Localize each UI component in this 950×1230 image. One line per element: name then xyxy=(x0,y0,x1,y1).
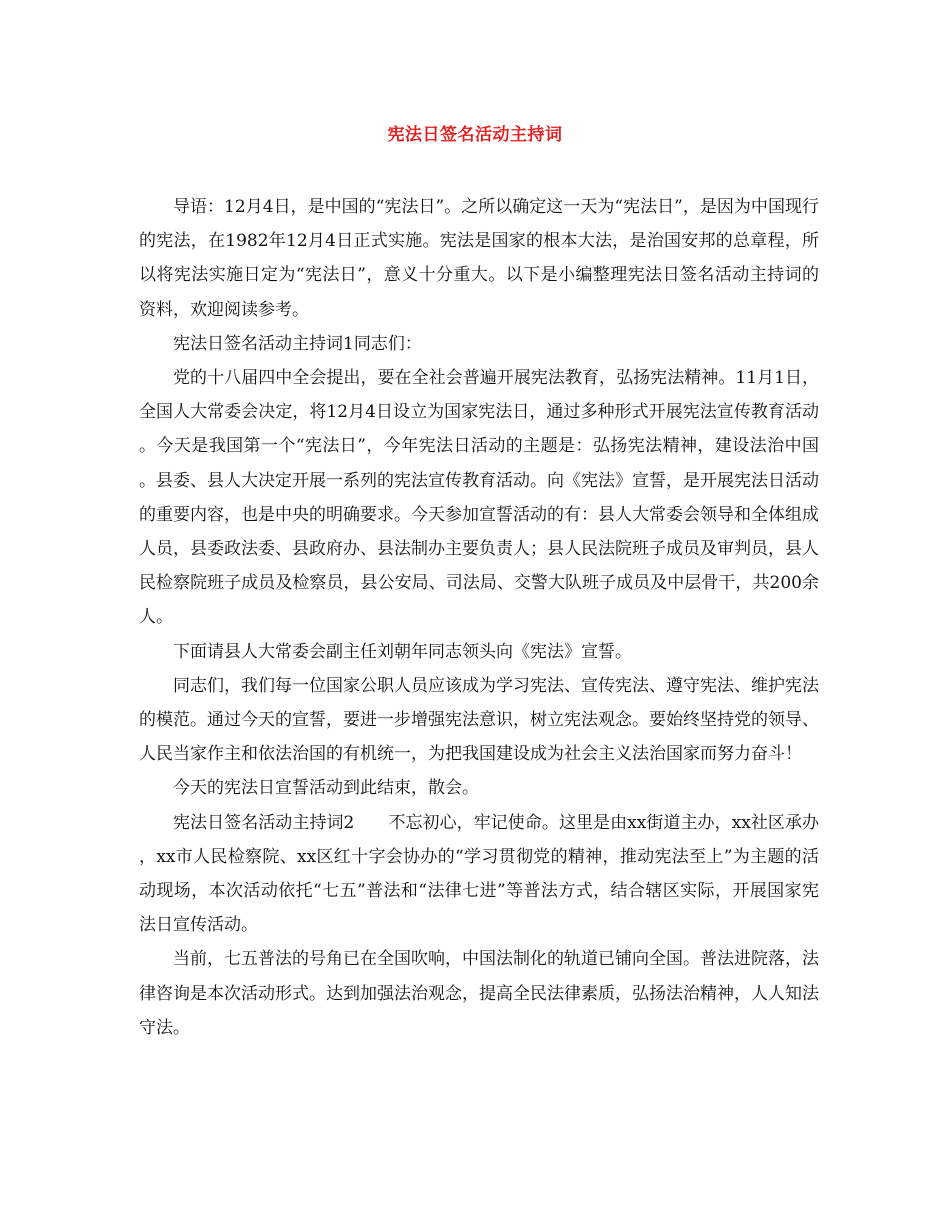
paragraph-intro: 导语：12月4日，是中国的“宪法日”。之所以确定这一天为“宪法日”，是因为中国现行的宪法，在1982年12月4日正式实施。宪法是国家的根本大法，是治国安邦的总章程，所以将宪法实施日定为“宪法日”，意义十分重大。以下是小编整理宪法日签名活动主持词的资料，欢迎阅读参考。 xyxy=(139,197,819,320)
paragraph-closing: 今天的宪法日宣誓活动到此结束，散会。 xyxy=(173,778,479,799)
paragraph-speech1-heading: 宪法日签名活动主持词1同志们： xyxy=(173,333,422,354)
paragraph-oath-lead: 下面请县人大常委会副主任刘朝年同志领头向《宪法》宣誓。 xyxy=(173,641,632,662)
paragraph-current: 当前，七五普法的号角已在全国吹响，中国法制化的轨道已铺向全国。普法进院落，法律咨询是本次活动形式。达到加强法治观念，提高全民法律素质，弘扬法治精神，人人知法守法。 xyxy=(139,949,819,1038)
document-title: 宪法日签名活动主持词 xyxy=(387,125,563,145)
document-body xyxy=(139,190,819,1045)
paragraph-speech2: 宪法日签名活动主持词2 不忘初心，牢记使命。这里是由xx街道主办，xx社区承办，xx市人民检察院、xx区红十字会协办的“学习贯彻党的精神，推动宪法至上”为主题的活动现场，本次活动依托“七五”普法和“法律七进”等普法方式，结合辖区实际，开展国家宪法日宣传活动。 xyxy=(139,812,819,936)
paragraph-speech1-body: 党的十八届四中全会提出，要在全社会普遍开展宪法教育，弘扬宪法精神。11月1日，全国人大常委会决定，将12月4日设立为国家宪法日，通过多种形式开展宪法宣传教育活动。今天是我国第一个“宪法日”，今年宪法日活动的主题是：弘扬宪法精神，建设法治中国。县委、县人大决定开展一系列的宪法宣传教育活动。向《宪法》宣誓，是开展宪法日活动的重要内容，也是中央的明确要求。今天参加宣誓活动的有：县人大常委会领导和全体组成人员，县委政法委、县政府办、县法制办主要负责人；县人民法院班子成员及审判员，县人民检察院班子成员及检察员，县公安局、司法局、交警大队班子成员及中层骨干，共200余人。 xyxy=(139,368,819,628)
paragraph-comrades: 同志们，我们每一位国家公职人员应该成为学习宪法、宣传宪法、遵守宪法、维护宪法的模范。通过今天的宣誓，要进一步增强宪法意识，树立宪法观念。要始终坚持党的领导、人民当家作主和依法治国的有机统一，为把我国建设成为社会主义法治国家而努力奋斗！ xyxy=(139,675,819,765)
